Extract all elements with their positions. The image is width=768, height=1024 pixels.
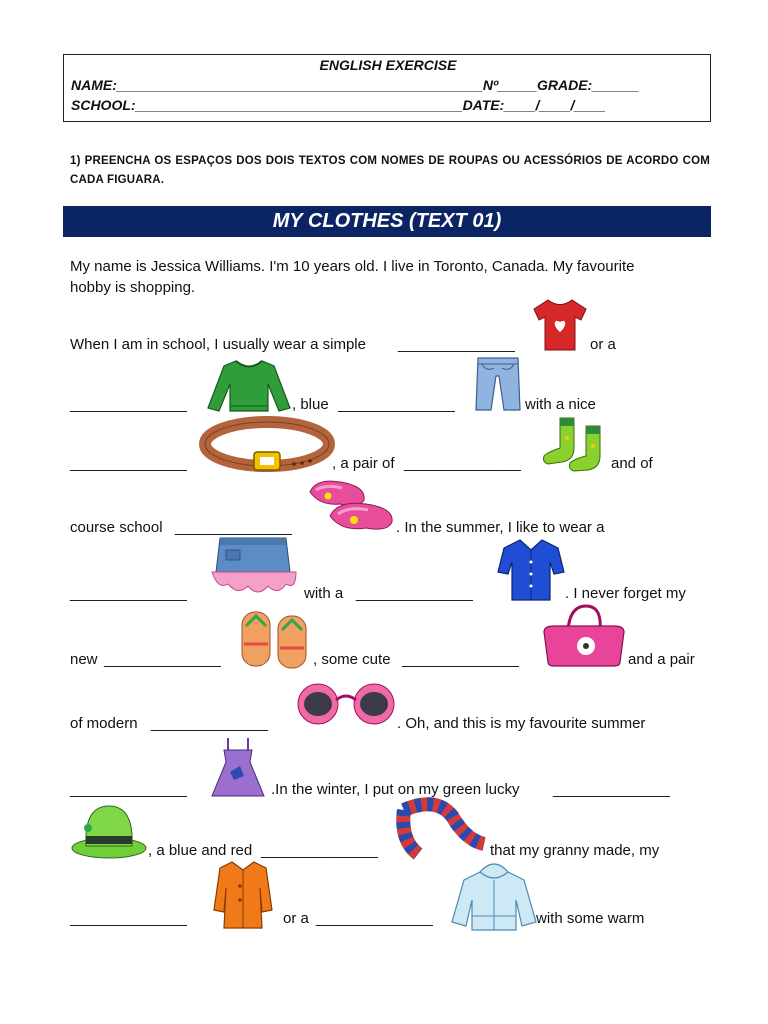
blank-field[interactable]: ______________ <box>398 336 515 353</box>
blank-field[interactable]: ______________ <box>404 455 521 472</box>
blouse-icon <box>496 538 566 604</box>
text-r2b: with a nice <box>525 396 596 413</box>
socks-icon <box>540 416 614 472</box>
blank-field[interactable]: ______________ <box>261 842 378 859</box>
handbag-icon <box>540 604 628 668</box>
coat-icon <box>212 860 274 930</box>
jeans-icon <box>474 356 522 412</box>
intro-line-1: My name is Jessica Williams. I'm 10 years old. I live in Toronto, Canada. My favourite <box>70 258 635 275</box>
exercise-title: ENGLISH EXERCISE <box>319 57 457 73</box>
dress-icon <box>210 736 266 798</box>
text-r1a: When I am in school, I usually wear a simple <box>70 336 366 353</box>
blank-field[interactable]: ______________ <box>70 455 187 472</box>
text-r7a: of modern <box>70 715 138 732</box>
text-r8a: .In the winter, I put on my green lucky <box>271 781 520 798</box>
section-banner: MY CLOTHES (TEXT 01) <box>63 206 711 237</box>
blank-field[interactable]: ______________ <box>70 781 187 798</box>
blank-field[interactable]: ______________ <box>151 715 268 732</box>
blank-field[interactable]: ______________ <box>356 585 473 602</box>
text-r4b: . In the summer, I like to wear a <box>396 519 605 536</box>
hat-icon <box>70 802 148 860</box>
text-r2a: , blue <box>292 396 329 413</box>
skirt-icon <box>204 536 302 600</box>
text-r7b: . Oh, and this is my favourite summer <box>397 715 646 732</box>
text-r6a: new <box>70 651 98 668</box>
blank-field[interactable]: ______________ <box>553 781 670 798</box>
text-r10a: or a <box>283 910 309 927</box>
jacket-icon <box>450 860 538 932</box>
text-r9b: that my granny made, my <box>490 842 660 859</box>
text-r6b: , some cute <box>313 651 391 668</box>
blank-field[interactable]: ______________ <box>70 910 187 927</box>
blank-field[interactable]: ______________ <box>70 585 187 602</box>
blank-field[interactable]: ______________ <box>316 910 433 927</box>
text-r9a: , a blue and red <box>148 842 253 859</box>
text-r5a: with a <box>304 585 344 602</box>
text-r3a: , a pair of <box>332 455 395 472</box>
belt-icon <box>202 418 332 474</box>
text-r4a: course school <box>70 519 163 536</box>
text-r6c: and a pair <box>628 651 695 668</box>
header-box <box>63 54 711 122</box>
shoes-icon <box>306 474 396 536</box>
flip-flops-icon <box>240 610 310 670</box>
blank-field[interactable]: ______________ <box>104 651 221 668</box>
sweater-icon <box>206 358 292 414</box>
blank-field[interactable]: ______________ <box>402 651 519 668</box>
text-r10b: with some warm <box>536 910 645 927</box>
intro-line-2: hobby is shopping. <box>70 279 196 296</box>
text-r3b: and of <box>611 455 653 472</box>
school-date-line[interactable]: SCHOOL:__________________________________________DATE:____/____/____ <box>71 97 606 113</box>
blank-field[interactable]: ______________ <box>338 396 455 413</box>
sunglasses-icon <box>292 680 400 726</box>
text-r5b: . I never forget my <box>565 585 686 602</box>
blank-field[interactable]: ______________ <box>70 396 187 413</box>
name-grade-line[interactable]: NAME:_______________________________________________Nº_____GRADE:______ <box>71 77 639 93</box>
t-shirt-icon <box>530 297 590 353</box>
scarf-icon <box>396 800 490 860</box>
blank-field[interactable]: ______________ <box>175 519 292 536</box>
instruction: 1) PREENCHA OS ESPAÇOS DOS DOIS TEXTOS COM NOMES DE ROUPAS OU ACESSÓRIOS DE ACORDO COM CADA FIGUARA. <box>70 155 710 186</box>
text-r1b: or a <box>590 336 616 353</box>
